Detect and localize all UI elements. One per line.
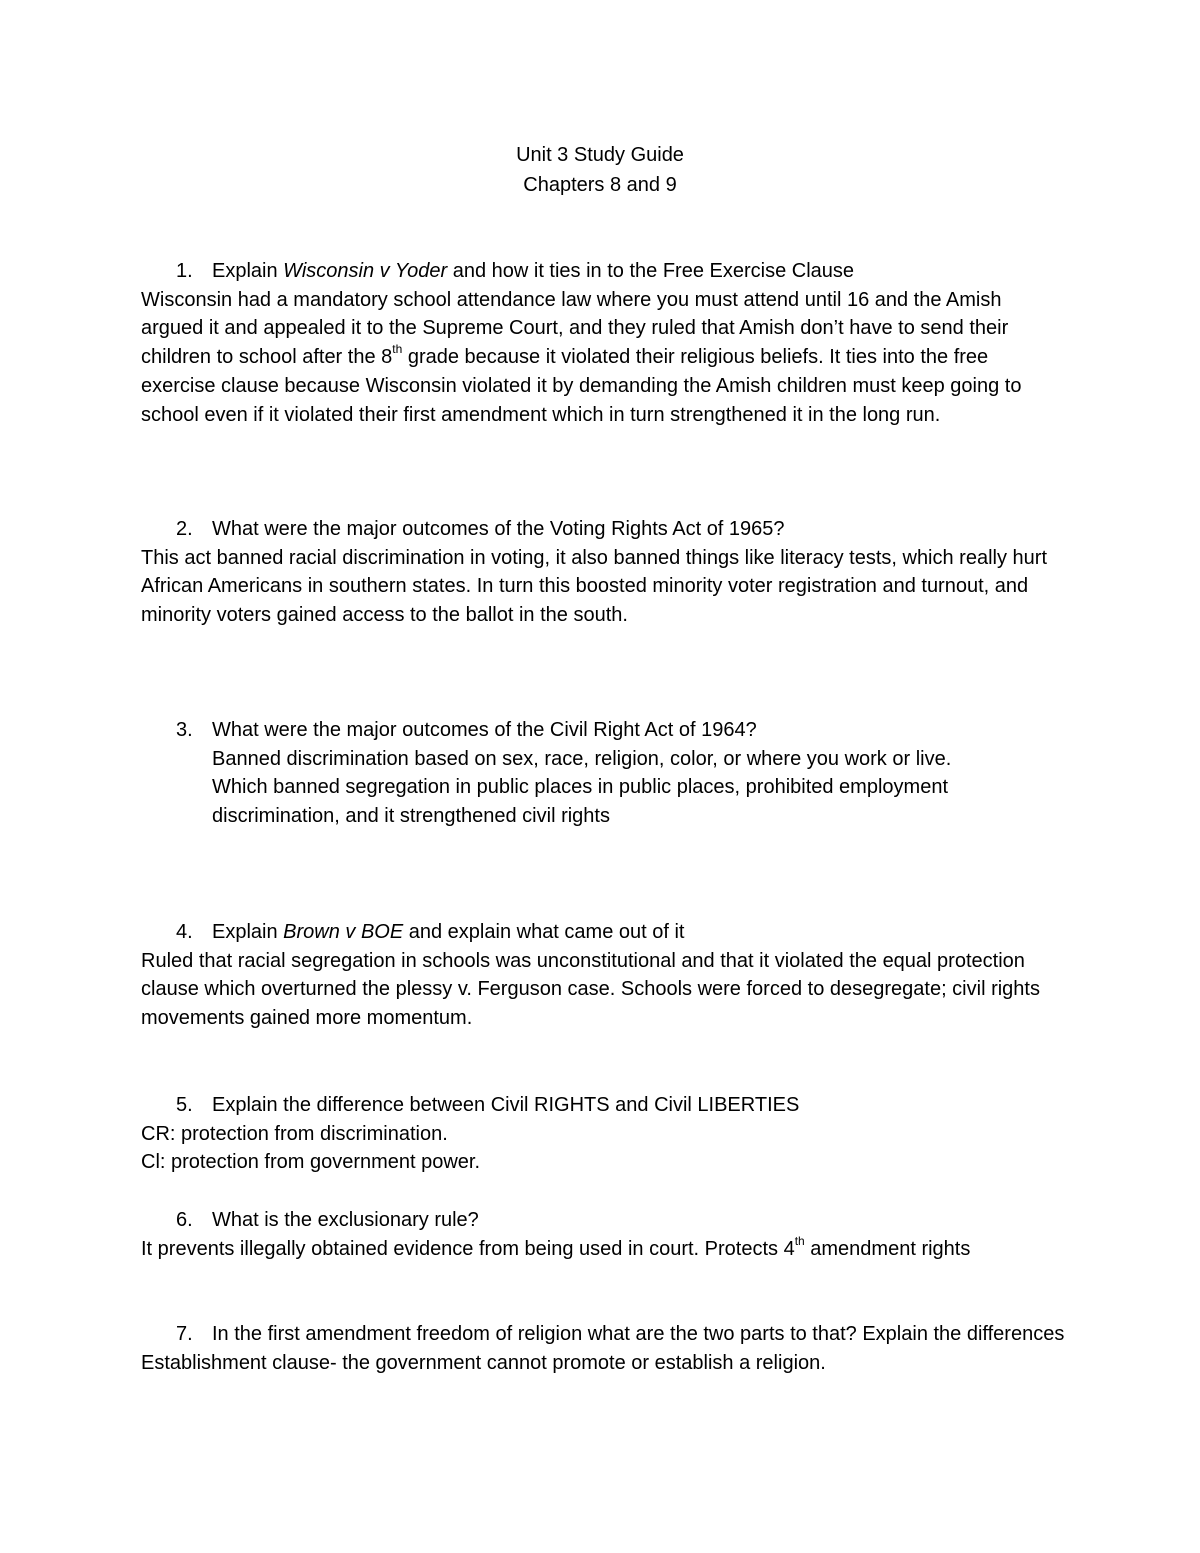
question-text: What were the major outcomes of the Voting Rights Act of 1965? [212, 518, 785, 540]
question-text-part: and explain what came out of it [403, 921, 685, 943]
question-text: What were the major outcomes of the Civil Right Act of 1964? [212, 719, 757, 741]
question-number: 1. [176, 260, 193, 282]
question-text [176, 918, 1066, 947]
page-subtitle: Chapters 8 and 9 [523, 174, 677, 196]
answer-part: It prevents illegally obtained evidence from being used in court. Protects 4 [141, 1237, 795, 1260]
ordinal-suffix: th [392, 342, 403, 357]
question-text: Explain the difference between Civil RIGHTS and Civil LIBERTIES [212, 1094, 800, 1116]
question-text-part: Explain [212, 260, 284, 282]
case-name: Brown v BOE [283, 921, 404, 943]
answer-part: grade because it violated their religious beliefs. It ties into the free exercise clause because Wisconsin violated it by demanding the Amish children must keep going to school even if it violated their first amendment which in turn strengthened it in the long run. [141, 346, 1022, 426]
question-5 [141, 1091, 1066, 1177]
title-block [0, 140, 1200, 200]
answer-text [141, 286, 1066, 430]
question-line [141, 515, 1066, 544]
question-number: 7. [176, 1323, 193, 1345]
answer-text: Establishment clause- the government cannot promote or establish a religion. [141, 1351, 826, 1374]
ordinal-suffix: th [794, 1234, 805, 1249]
question-text-part: Explain [212, 921, 284, 943]
question-line [141, 716, 1066, 745]
question-6 [141, 1206, 1066, 1263]
question-text [176, 257, 1066, 286]
question-number: 6. [176, 1209, 193, 1231]
question-number: 3. [176, 719, 193, 741]
question-2 [141, 515, 1066, 630]
answer-text: Ruled that racial segregation in schools was unconstitutional and that it violated the equal protection clause which overturned the plessy v. Ferguson case. Schools were forced to desegregate; civil rights movements gained more momentum. [141, 949, 1040, 1030]
question-text: What is the exclusionary rule? [212, 1209, 479, 1231]
answer-line-cl: Cl: protection from government power. [141, 1151, 481, 1174]
question-3 [141, 716, 1066, 831]
answer-line-cr: CR: protection from discrimination. [141, 1122, 448, 1145]
question-1 [141, 257, 1066, 429]
question-text: In the first amendment freedom of religion what are the two parts to that? Explain the differences [212, 1323, 1065, 1345]
answer-text [141, 1235, 1066, 1264]
answer-part: amendment rights [804, 1237, 971, 1260]
question-number: 4. [176, 921, 193, 943]
answer-text: This act banned racial discrimination in voting, it also banned things like literacy tests, which really hurt African Americans in southern states. In turn this boosted minority voter registration and turnout, and minority voters gained access to the ballot in the south. [141, 546, 1047, 627]
question-text-part: and how it ties in to the Free Exercise Clause [447, 260, 855, 282]
question-line [141, 1320, 1066, 1349]
question-line [141, 1091, 1066, 1120]
question-4 [141, 918, 1066, 1033]
answer-text: Banned discrimination based on sex, race, religion, color, or where you work or live. Which banned segregation in public places in public places, prohibited employment discrimination, and it strengthened civil rights [212, 747, 952, 828]
question-line [141, 257, 1066, 286]
question-number: 5. [176, 1094, 193, 1116]
case-name: Wisconsin v Yoder [283, 260, 448, 282]
question-line [141, 918, 1066, 947]
page-title: Unit 3 Study Guide [516, 144, 684, 166]
question-number: 2. [176, 518, 193, 540]
answer-part: Wisconsin had a mandatory school attendance law where you must attend until 16 and the Amish argued it and appealed it to the Supreme Court, and they ruled that Amish don’t have to send their children to school after the 8 [141, 288, 1009, 369]
question-7 [141, 1320, 1066, 1377]
question-line [141, 1206, 1066, 1235]
